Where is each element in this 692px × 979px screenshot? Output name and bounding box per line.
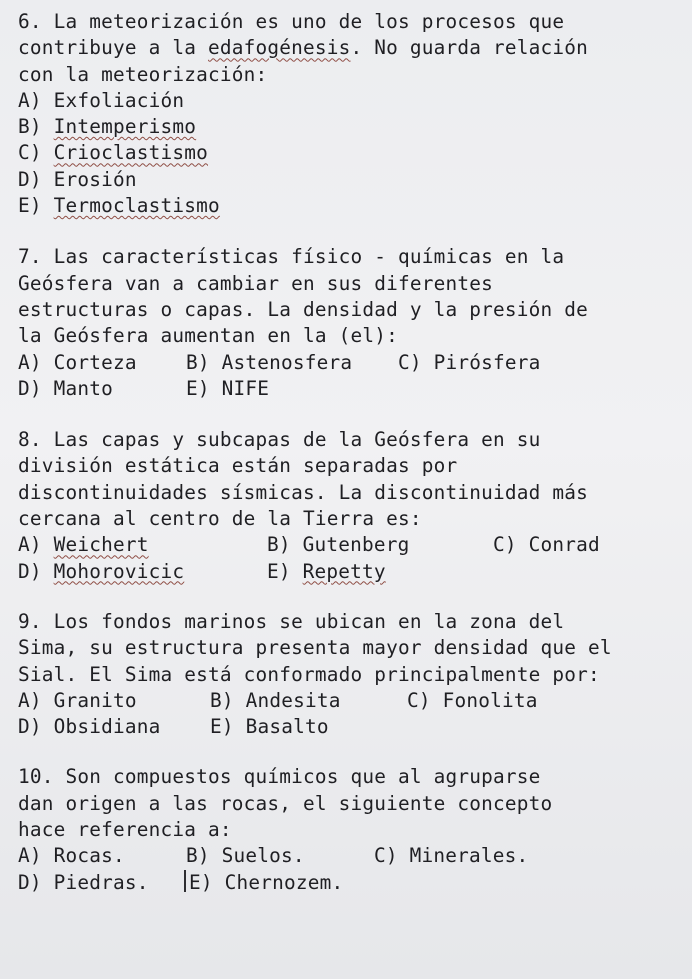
question-text-line: Sial. El Sima está conformado principalmente por: [18, 662, 600, 686]
options-row [18, 376, 684, 402]
question-text-line: Geósfera van a cambiar en sus diferentes [18, 271, 493, 295]
question-6 [18, 9, 684, 219]
options-row [18, 350, 684, 376]
underlined-term: Mohorovicic [53, 559, 185, 583]
option-b[interactable]: B) Intemperismo [18, 115, 197, 139]
question-text-line: 8. Las capas y subcapas de la Geósfera en su [18, 428, 541, 452]
option-c[interactable]: C) Crioclastismo [18, 141, 208, 165]
underlined-term: edafogénesis [208, 36, 351, 60]
question-10 [18, 764, 684, 895]
question-text-line: estructuras o capas. La densidad y la presión de [18, 297, 588, 321]
option-d[interactable]: D) Obsidiana [18, 715, 161, 739]
question-text-line: contribuye a la edafogénesis. No guarda relación [18, 36, 588, 60]
option-b[interactable]: B) Astenosfera [186, 350, 353, 374]
question-text-line: 9. Los fondos marinos se ubican en la zona del [18, 609, 565, 633]
question-text-line: división estática están separadas por [18, 454, 458, 478]
underlined-term: Weichert [53, 533, 149, 557]
option-a[interactable]: A) Weichert [18, 533, 149, 557]
option-a[interactable]: A) Rocas. [18, 844, 125, 868]
options-row [18, 532, 684, 558]
question-text-line: hace referencia a: [18, 818, 232, 842]
option-b[interactable]: B) Gutenberg [267, 533, 410, 557]
question-text-line: Sima, su estructura presenta mayor densidad que el [18, 636, 612, 660]
question-text-line: dan origen a las rocas, el siguiente concepto [18, 791, 553, 815]
question-text-line: la Geósfera aumentan en la (el): [18, 324, 398, 348]
option-e[interactable]: E) Repetty [267, 559, 386, 583]
option-a[interactable]: A) Corteza [18, 350, 137, 374]
option-d[interactable]: D) Manto [18, 376, 113, 400]
option-e[interactable]: E) Basalto [210, 715, 329, 739]
underlined-term: Intemperismo [53, 115, 197, 139]
option-c[interactable]: C) Fonolita [407, 688, 538, 712]
options-row [18, 559, 684, 585]
option-d[interactable]: D) Piedras. [18, 870, 149, 894]
options-row [18, 843, 684, 869]
option-b[interactable]: B) Andesita [210, 688, 341, 712]
option-a[interactable]: A) Exfoliación [18, 88, 185, 112]
question-text-line: discontinuidades sísmicas. La discontinuidad más [18, 480, 588, 504]
question-8 [18, 427, 684, 585]
option-b[interactable]: B) Suelos. [186, 844, 305, 868]
question-7 [18, 244, 684, 402]
options-row [18, 870, 684, 896]
question-text-line: 6. La meteorización es uno de los procesos que [18, 10, 565, 33]
underlined-term: Crioclastismo [53, 141, 208, 165]
text-cursor [184, 870, 186, 892]
option-d[interactable]: D) Mohorovicic [18, 559, 185, 583]
underlined-term: Repetty [302, 559, 386, 583]
question-9 [18, 609, 684, 740]
option-e[interactable]: E) Termoclastismo [18, 194, 220, 218]
options-row [18, 688, 684, 714]
question-text-line: 10. Son compuestos químicos que al agruparse [18, 765, 541, 789]
option-e[interactable]: E) NIFE [186, 376, 270, 400]
option-c[interactable]: C) Conrad [493, 533, 600, 557]
options-row [18, 714, 684, 740]
option-d[interactable]: D) Erosión [18, 167, 137, 191]
option-a[interactable]: A) Granito [18, 688, 137, 712]
question-text-line: con la meteorización: [18, 62, 268, 86]
underlined-term: Termoclastismo [53, 194, 220, 218]
option-e[interactable]: E) Chernozem. [186, 870, 343, 896]
question-text-line: cercana al centro de la Tierra es: [18, 507, 422, 531]
option-c[interactable]: C) Pirósfera [398, 350, 541, 374]
question-text-line: 7. Las características físico - químicas en la [18, 245, 565, 269]
option-c[interactable]: C) Minerales. [374, 844, 529, 868]
